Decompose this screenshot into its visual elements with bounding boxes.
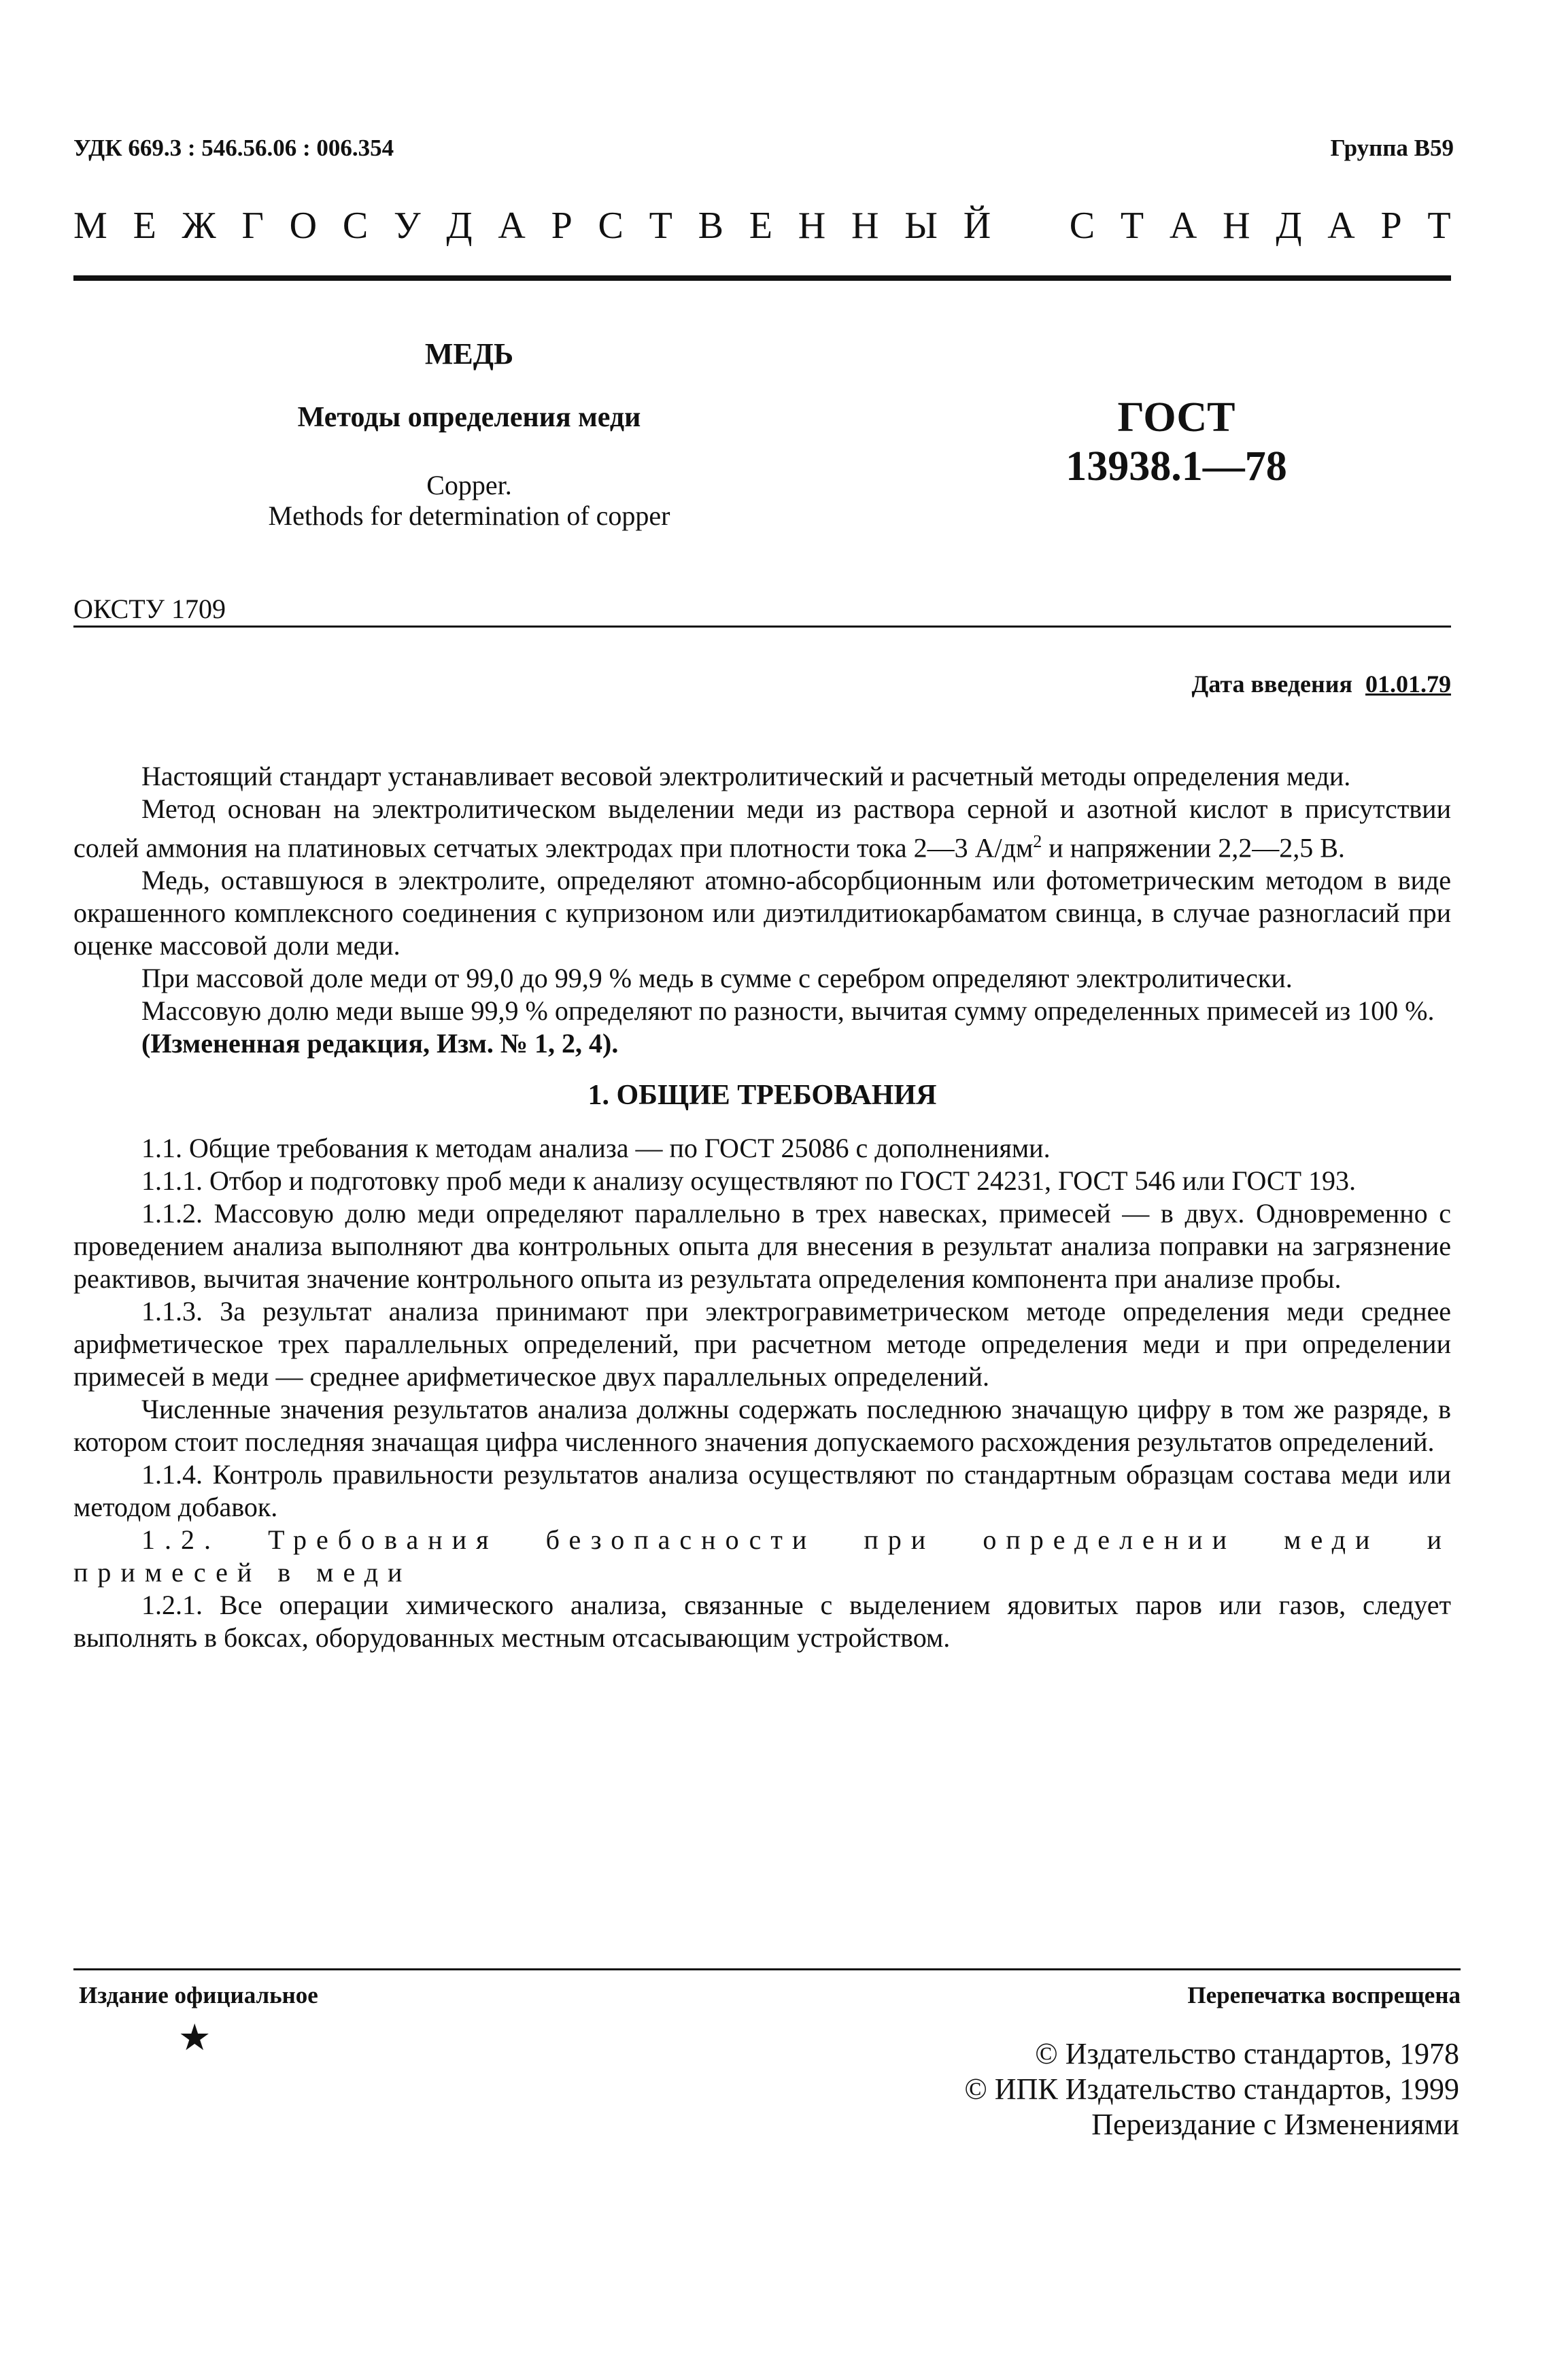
- document-title: МЕДЬ: [424, 337, 514, 371]
- section-title: 1. ОБЩИЕ ТРЕБОВАНИЯ: [587, 1080, 937, 1112]
- heading-letter: С: [342, 205, 369, 247]
- heading-letter: С: [1069, 205, 1095, 247]
- gost-number: 13938.1—78: [1066, 443, 1287, 490]
- heading-letter: Ж: [182, 205, 216, 247]
- copyright-1999: © ИПК Издательство стандартов, 1999: [964, 2072, 1459, 2106]
- heading-letter: А: [1169, 205, 1197, 247]
- heading-letter: Е: [133, 205, 156, 247]
- intro-paragraph: Медь, оставшуюся в электролите, определяют атомно-абсорбционным или фотометрическим методом в виде окрашенного комплексного соединения с купризоном или диэтилдитиокарбаматом свинца, в случае разногласий при оценке массовой доли меди.: [73, 865, 1451, 961]
- amendment-note: (Измененная редакция, Изм. № 1, 2, 4).: [141, 1028, 619, 1059]
- clause: 1.1.1. Отбор и подготовку проб меди к анализу осуществляют по ГОСТ 24231, ГОСТ 546 или ГОСТ 193.: [141, 1165, 1356, 1197]
- heading-letter: Ы: [904, 205, 938, 247]
- clause: Численные значения результатов анализа должны содержать последнюю значащую цифру в том же разряде, в котором стоит последняя значащая цифра численного значения допускаемого расхождения результатов определений.: [73, 1394, 1451, 1458]
- heading-letter: Т: [1427, 205, 1451, 247]
- heading-letter: М: [73, 205, 107, 247]
- reissue-note: Переиздание с Изменениями: [1091, 2108, 1459, 2141]
- heading-letter: Н: [1223, 205, 1250, 247]
- heading-letter: Д: [1276, 205, 1302, 247]
- clause: 1.1.3. За результат анализа принимают при электрогравиметрическом методе определения меди среднее арифметическое трех параллельных определений, при расчетном методе определения меди и при определении примесей в меди — среднее арифметическое двух параллельных определений.: [73, 1296, 1451, 1392]
- clause: 1.1. Общие требования к методам анализа — по ГОСТ 25086 с дополнениями.: [141, 1133, 1051, 1164]
- document-subtitle: Методы определения меди: [297, 402, 641, 433]
- heading-letter: А: [498, 205, 526, 247]
- footer-rule: [73, 1968, 1461, 1970]
- interstate-standard-heading: [73, 204, 1451, 247]
- clause: 1.2.1. Все операции химического анализа, связанные с выделением ядовитых паров или газов, следует выполнять в боксах, оборудованных местным отсасывающим устройством.: [73, 1590, 1451, 1654]
- heading-letter: О: [289, 205, 318, 247]
- title-rule: [73, 626, 1451, 628]
- reprint-notice: Перепечатка воспрещена: [1187, 1982, 1461, 2008]
- heading-letter: Н: [851, 205, 879, 247]
- introduction-date: [1192, 670, 1452, 698]
- date-value: 01.01.79: [1365, 670, 1451, 698]
- intro-paragraph: Метод основан на электролитическом выделении меди из раствора серной и азотной кислот в присутствии солей аммония на платиновых сетчатых электродах при плотности тока 2—3 $А/дм^2$ и напряжении 2,2—2,5 В.: [73, 793, 1451, 863]
- heading-letter: У: [393, 205, 421, 247]
- header-rule: [73, 275, 1451, 281]
- intro-paragraph: Массовую долю меди выше 99,9 % определяют по разности, вычитая сумму определенных примесей из 100 %.: [141, 995, 1435, 1027]
- group-code: Группа В59: [1330, 135, 1454, 161]
- english-title-line-2: Methods for determination of copper: [268, 500, 670, 531]
- heading-letter: Р: [1380, 205, 1402, 247]
- heading-letter: Е: [749, 205, 772, 247]
- heading-letter: Г: [241, 205, 264, 247]
- oksty-code: ОКСТУ 1709: [73, 594, 226, 624]
- official-edition: Издание официальное: [79, 1982, 318, 2008]
- gost-label: ГОСТ: [1117, 394, 1235, 441]
- clause: 1.1.4. Контроль правильности результатов анализа осуществляют по стандартным образцам состава меди или методом добавок.: [73, 1459, 1451, 1523]
- star-icon: ★: [178, 2017, 211, 2058]
- heading-letter: А: [1327, 205, 1355, 247]
- heading-letter: С: [598, 205, 624, 247]
- heading-letter: Н: [798, 205, 826, 247]
- document-body: [73, 760, 1451, 1654]
- heading-letter: Р: [551, 205, 573, 247]
- heading-letter: В: [698, 205, 723, 247]
- date-label: Дата введения: [1191, 670, 1352, 698]
- clause: 1.1.2. Массовую долю меди определяют параллельно в трех навесках, примесей — в двух. Одновременно с проведением анализа выполняют два контрольных опыта для внесения в результат анализа поправки на загрязнение реактивов, вычитая значение контрольного опыта из результата определения компонента при анализе пробы.: [73, 1198, 1451, 1295]
- heading-letter: Д: [446, 205, 473, 247]
- english-title-line-1: Copper.: [426, 470, 512, 500]
- intro-paragraph: Настоящий стандарт устанавливает весовой электролитический и расчетный методы определения меди.: [141, 761, 1351, 791]
- clause-safety-heading: 1.2. Требования безопасности при определении меди и примесей в меди: [73, 1524, 1451, 1588]
- udk-code: УДК 669.3 : 546.56.06 : 006.354: [73, 135, 394, 161]
- copyright-1978: © Издательство стандартов, 1978: [1035, 2037, 1459, 2070]
- heading-letter: Т: [649, 205, 672, 247]
- intro-paragraph: При массовой доле меди от 99,0 до 99,9 % медь в сумме с серебром определяют электролитически.: [141, 963, 1293, 994]
- heading-letter: Т: [1120, 205, 1144, 247]
- heading-letter: Й: [963, 205, 991, 247]
